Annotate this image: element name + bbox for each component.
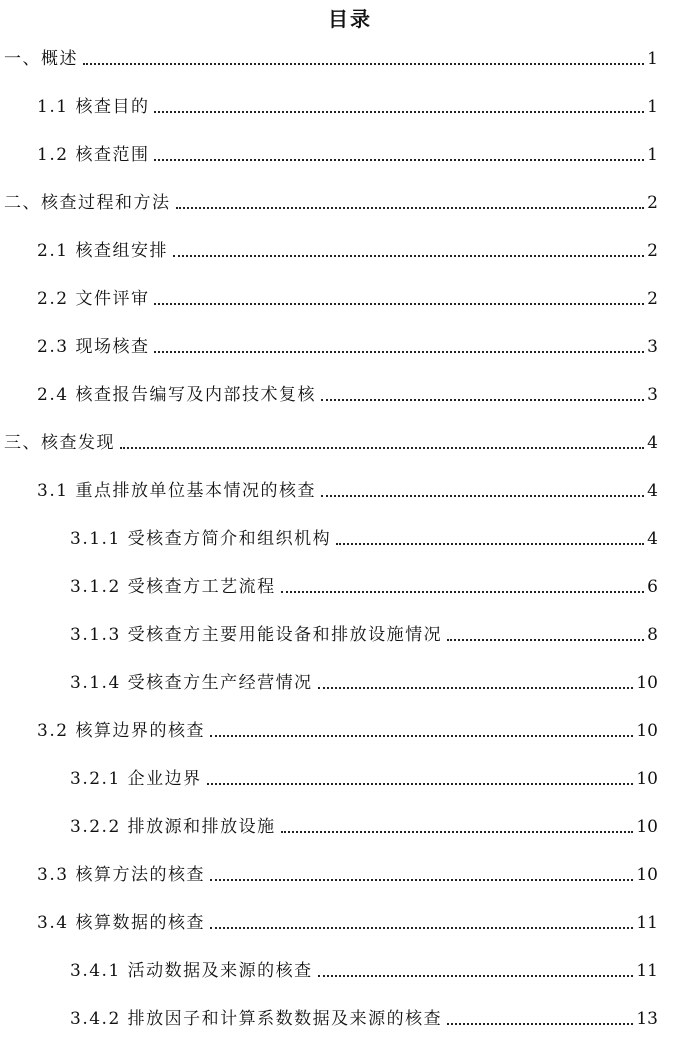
toc-entry-label: 3.1.3 受核查方主要用能设备和排放设施情况 [70,625,443,645]
toc-entry-overview[interactable] [4,40,658,70]
dot-leader [210,735,633,737]
toc-entry-page: 2 [647,193,658,213]
toc-entry-2-4[interactable] [37,376,658,406]
dot-leader [281,591,645,593]
toc-entry-page: 10 [636,721,658,741]
toc-entry-page: 11 [636,913,658,933]
toc-entry-label: 2.3 现场核查 [37,337,150,357]
dot-leader [154,111,644,113]
toc-entry-2-1[interactable] [37,232,658,262]
toc-entry-3-1-4[interactable] [70,664,658,694]
toc-entry-3-4-1[interactable] [70,952,658,982]
toc-entry-label: 3.2 核算边界的核查 [37,721,205,741]
toc-entry-label: 3.1.4 受核查方生产经营情况 [70,673,313,693]
toc-entry-label: 2.4 核查报告编写及内部技术复核 [37,385,316,405]
toc-entry-page: 1 [647,145,658,165]
dot-leader [210,879,633,881]
toc-entry-3-4-2[interactable] [70,1000,658,1030]
toc-entry-label: 3.1.1 受核查方简介和组织机构 [70,529,332,549]
toc-entry-label: 1.2 核查范围 [37,145,150,165]
dot-leader [321,399,644,401]
toc-entry-3-4[interactable] [37,904,658,934]
toc-entry-3-1-3[interactable] [70,616,658,646]
toc-entry-label: 3.3 核算方法的核查 [37,865,205,885]
dot-leader [336,543,644,545]
toc-entry-2-3[interactable] [37,328,658,358]
dot-leader [176,207,645,209]
toc-entry-label: 3.2.2 排放源和排放设施 [70,817,276,837]
dot-leader [281,831,634,833]
toc-entry-3-3[interactable] [37,856,658,886]
toc-entry-label: 2.2 文件评审 [37,289,150,309]
dot-leader [154,351,644,353]
toc-entry-label: 3.4.1 活动数据及来源的核查 [70,961,313,981]
toc-entry-page: 2 [647,289,658,309]
page-title: 目录 [328,7,372,31]
dot-leader [321,495,644,497]
toc-entry-page: 10 [636,673,658,693]
toc-entry-page: 6 [647,577,658,597]
toc-entry-1-2[interactable] [37,136,658,166]
dot-leader [210,927,633,929]
toc-entry-3-1-1[interactable] [70,520,658,550]
dot-leader [154,303,644,305]
dot-leader [120,447,644,449]
dot-leader [318,975,634,977]
toc-entry-page: 10 [636,769,658,789]
toc-entry-2-2[interactable] [37,280,658,310]
dot-leader [173,255,644,257]
toc-entry-label: 3.4 核算数据的核查 [37,913,205,933]
dot-leader [447,1023,633,1025]
toc-entry-page: 4 [647,433,658,453]
toc-entry-page: 3 [647,337,658,357]
toc-entry-1-1[interactable] [37,88,658,118]
toc-entry-label: 3.1.2 受核查方工艺流程 [70,577,276,597]
dot-leader [83,63,644,65]
toc-entry-label: 三、核查发现 [4,433,115,453]
dot-leader [207,783,634,785]
toc-entry-label: 3.4.2 排放因子和计算系数数据及来源的核查 [70,1009,443,1029]
toc-entry-label: 一、概述 [4,49,78,69]
toc-entry-page: 10 [636,817,658,837]
toc-entry-process[interactable] [4,184,658,214]
toc-entry-3-1-2[interactable] [70,568,658,598]
toc-entry-label: 3.1 重点排放单位基本情况的核查 [37,481,316,501]
toc-entry-page: 3 [647,385,658,405]
toc-entry-3-2-2[interactable] [70,808,658,838]
toc-entry-page: 11 [636,961,658,981]
dot-leader [318,687,634,689]
toc-entry-label: 3.2.1 企业边界 [70,769,202,789]
toc-entry-page: 1 [647,49,658,69]
toc-entry-page: 13 [636,1009,658,1029]
dot-leader [447,639,644,641]
toc-entry-3-1[interactable] [37,472,658,502]
toc-entry-3-2[interactable] [37,712,658,742]
toc-entry-page: 1 [647,97,658,117]
toc-entry-page: 2 [647,241,658,261]
toc-entry-label: 1.1 核查目的 [37,97,150,117]
dot-leader [154,159,644,161]
toc-entry-page: 4 [647,529,658,549]
toc-entry-label: 2.1 核查组安排 [37,241,168,261]
toc-entry-findings[interactable] [4,424,658,454]
toc-entry-page: 10 [636,865,658,885]
toc-entry-page: 8 [647,625,658,645]
toc-entry-3-2-1[interactable] [70,760,658,790]
toc-entry-label: 二、核查过程和方法 [4,193,171,213]
toc-entry-page: 4 [647,481,658,501]
